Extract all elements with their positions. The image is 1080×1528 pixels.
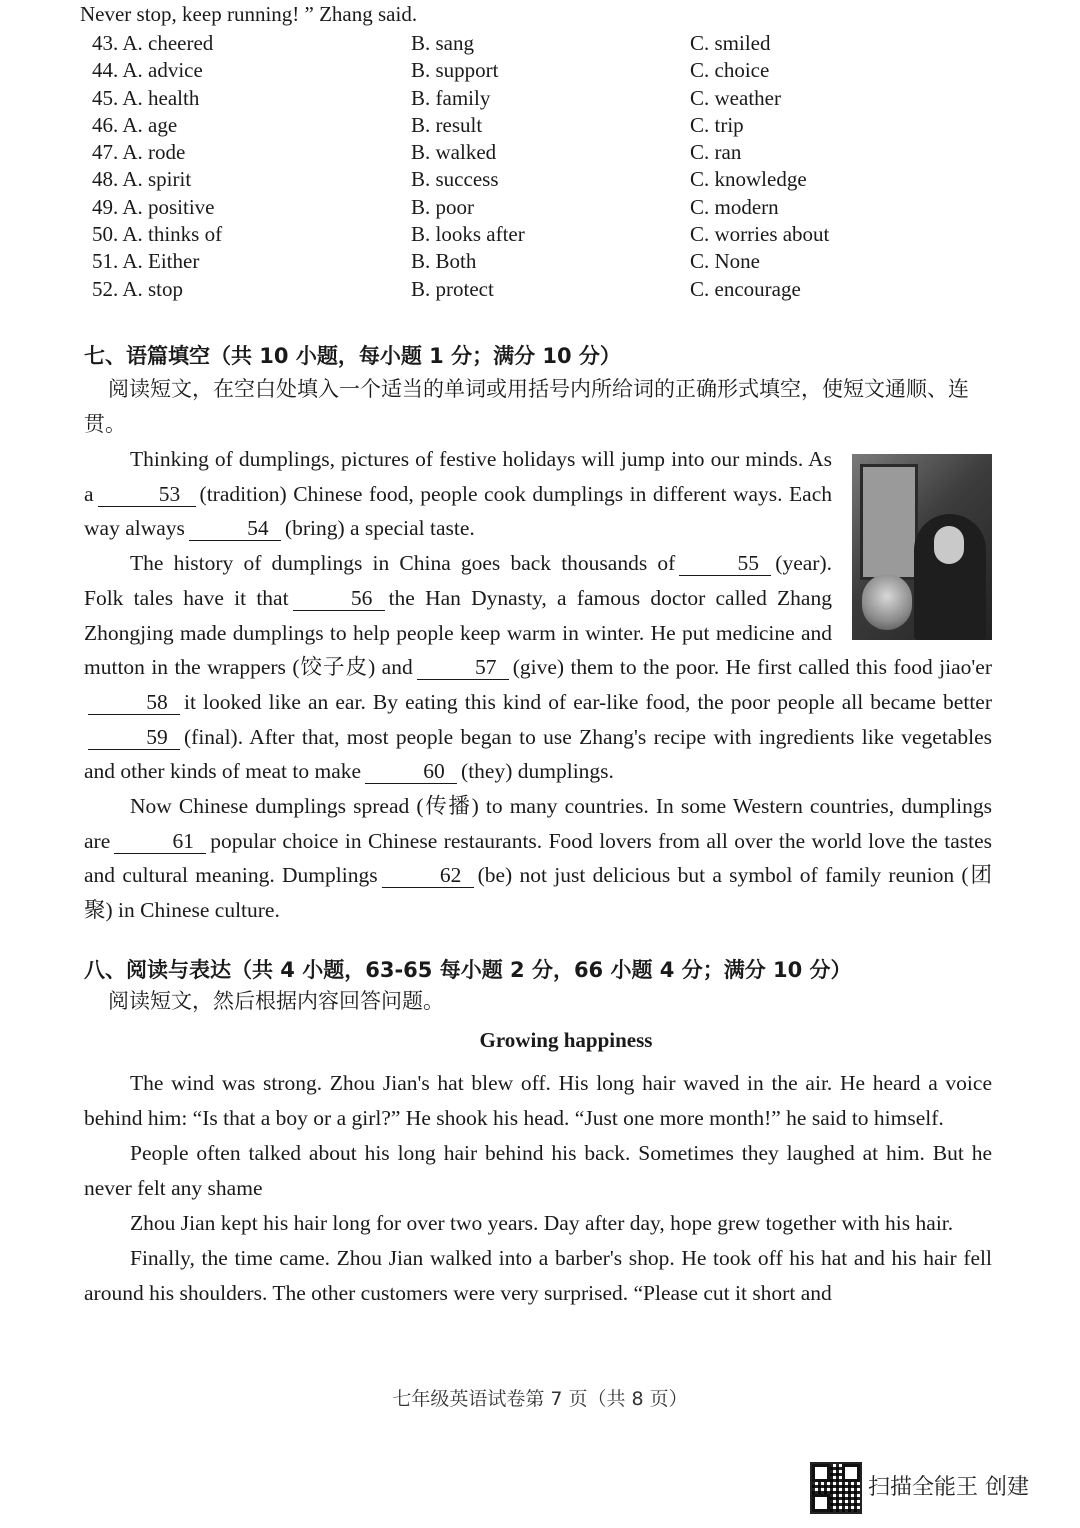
section8-instruction: 阅读短文，然后根据内容回答问题。 [108, 989, 444, 1013]
story-paragraph: Zhou Jian kept his hair long for over two years. Day after day, hope grew together with his hair. [130, 1211, 954, 1235]
reading-passage [84, 1066, 992, 1311]
choice-option-c: C. smiled [690, 31, 771, 55]
choice-option-c: C. modern [690, 194, 779, 219]
passage-paragraph-2: The history of dumplings in China goes back thousands of 55 (year). Folk tales have it that 56 the Han Dynasty, a famous doctor called Zhang Zhongjing made dumplings to help people keep warm in winter. He put medicine and mutton in the wrappers (饺子皮) and 57 (give) them to the poor. He first called this food jiao'er58 it looked like an ear. By eating this kind of ear-like food, the poor people all became better59 (final). After that, most people began to use Zhang's recipe with ingredients like vegetables and other kinds of meat to make 60 (they) dumplings. [84, 551, 992, 784]
choice-option-c: C. knowledge [690, 167, 807, 192]
choice-option-c: C. encourage [690, 276, 801, 301]
blank-56[interactable]: 56 [293, 586, 385, 611]
blank-58[interactable]: 58 [88, 690, 180, 715]
previous-passage-end: Never stop, keep running! ” Zhang said. [80, 2, 418, 26]
page-footer: 七年级英语试卷第 7 页（共 8 页） [392, 1388, 688, 1410]
choice-row [92, 112, 992, 139]
choice-option-c: C. trip [690, 112, 744, 137]
passage-paragraph-1: Thinking of dumplings, pictures of festive holidays will jump into our minds. As a 53 (tradition) Chinese food, people cook dumplings in different ways. Each way always 54 (bring) a special taste. [84, 447, 832, 541]
choice-option-c: C. worries about [690, 222, 830, 247]
choice-option-b: B. support [411, 58, 499, 83]
choice-row [92, 194, 992, 221]
choice-list [92, 30, 992, 303]
choice-option-a: 43. A. cheered [92, 31, 214, 55]
section7-heading: 七、语篇填空（共 10 小题，每小题 1 分；满分 10 分） [84, 344, 621, 368]
choice-option-c: C. weather [690, 85, 781, 110]
choice-row [92, 139, 992, 166]
choice-option-b: B. sang [411, 31, 474, 55]
blank-61[interactable]: 61 [114, 829, 206, 854]
blank-60[interactable]: 60 [365, 759, 457, 784]
choice-option-b: B. walked [411, 140, 497, 165]
choice-row [92, 85, 992, 112]
choice-row [92, 30, 992, 57]
choice-option-a: 52. A. stop [92, 276, 184, 301]
blank-54[interactable]: 54 [189, 516, 281, 541]
story-paragraph: The wind was strong. Zhou Jian's hat blew off. His long hair waved in the air. He heard a voice behind him: “Is that a boy or a girl?” He shook his head. “Just one more month!” he said to himself. [84, 1071, 992, 1130]
choice-option-b: B. looks after [411, 222, 525, 247]
passage-paragraph-3: Now Chinese dumplings spread (传播) to many countries. In some Western countries, dumplings are 61 popular choice in Chinese restaurants. Food lovers from all over the world love the tastes and cultural meaning. Dumplings 62 (be) not just delicious but a symbol of family reunion (团聚) in Chinese culture. [84, 794, 992, 923]
choice-option-b: B. protect [411, 276, 494, 301]
blank-62[interactable]: 62 [382, 863, 474, 888]
choice-option-b: B. Both [411, 249, 477, 274]
choice-option-c: C. None [690, 249, 760, 274]
qr-code-icon [810, 1462, 862, 1514]
choice-option-b: B. poor [411, 194, 474, 219]
choice-option-a: 44. A. advice [92, 58, 203, 83]
choice-option-a: 49. A. positive [92, 194, 215, 219]
choice-option-b: B. result [411, 112, 483, 137]
blank-53[interactable]: 53 [98, 482, 196, 507]
choice-row [92, 221, 992, 248]
choice-option-a: 48. A. spirit [92, 167, 192, 192]
choice-row [92, 166, 992, 193]
blank-55[interactable]: 55 [679, 551, 771, 576]
choice-row [92, 276, 992, 303]
story-title: Growing happiness [479, 1028, 653, 1052]
choice-option-a: 47. A. rode [92, 140, 186, 165]
choice-row [92, 57, 992, 84]
choice-option-a: 50. A. thinks of [92, 222, 223, 247]
blank-59[interactable]: 59 [88, 725, 180, 750]
choice-option-b: B. success [411, 167, 499, 192]
section7-instruction: 阅读短文，在空白处填入一个适当的单词或用括号内所给词的正确形式填空，使短文通顺、连贯。 [84, 377, 969, 436]
choice-option-b: B. family [411, 85, 491, 110]
blank-57[interactable]: 57 [417, 655, 509, 680]
cloze-passage [84, 442, 992, 928]
choice-option-a: 51. A. Either [92, 249, 200, 274]
section8-heading: 八、阅读与表达（共 4 小题，63-65 每小题 2 分，66 小题 4 分；满分 10 分） [84, 958, 852, 982]
choice-option-c: C. ran [690, 140, 742, 165]
story-paragraph: Finally, the time came. Zhou Jian walked into a barber's shop. He took off his hat and his hair fell around his shoulders. The other customers were very surprised. “Please cut it short and [84, 1246, 992, 1305]
choice-option-a: 46. A. age [92, 112, 178, 137]
zhang-zhongjing-photo [852, 454, 992, 640]
choice-option-c: C. choice [690, 58, 770, 83]
story-paragraph: People often talked about his long hair behind his back. Sometimes they laughed at him. But he never felt any shame [84, 1141, 992, 1200]
choice-option-a: 45. A. health [92, 85, 200, 110]
scanner-watermark: 扫描全能王 创建 [868, 1475, 1029, 1500]
choice-row [92, 248, 992, 275]
